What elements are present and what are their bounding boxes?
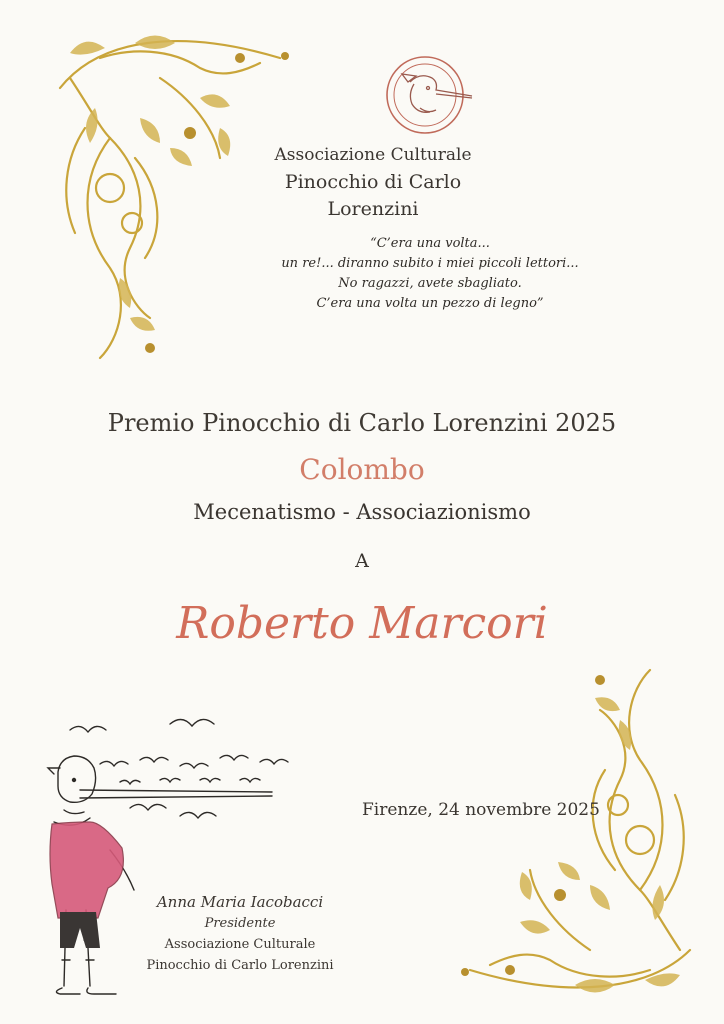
quote-line: un re!... diranno subito i miei piccoli lettori... (281, 256, 579, 271)
award-to: A (355, 550, 369, 572)
award-name: Colombo (299, 453, 425, 486)
association-line2: Pinocchio di Carlo Lorenzini (284, 171, 462, 220)
place-date: Firenze, 24 novembre 2025 (362, 800, 600, 820)
recipient-name: Roberto Marcori (176, 598, 548, 649)
association-line1: Associazione Culturale (274, 145, 472, 165)
floral-ornament-bottom-right-icon (450, 660, 714, 1010)
association-header (240, 142, 506, 223)
quote-line: “C’era una volta... (370, 236, 490, 251)
signer-name: Anna Maria Iacobacci (156, 893, 324, 911)
opening-quote (250, 234, 610, 314)
pinocchio-seal-icon (380, 52, 478, 138)
quote-line: No ragazzi, avete sbagliato. (338, 276, 522, 291)
award-category: Mecenatismo - Associazionismo (193, 500, 531, 524)
award-title: Premio Pinocchio di Carlo Lorenzini 2025 (107, 409, 617, 437)
signer-association-line1: Associazione Culturale (164, 937, 316, 952)
signer-association-line2: Pinocchio di Carlo Lorenzini (146, 958, 334, 973)
signature-block (130, 892, 350, 976)
signer-role: Presidente (204, 916, 276, 931)
quote-line: C’era una volta un pezzo di legno” (316, 296, 544, 311)
